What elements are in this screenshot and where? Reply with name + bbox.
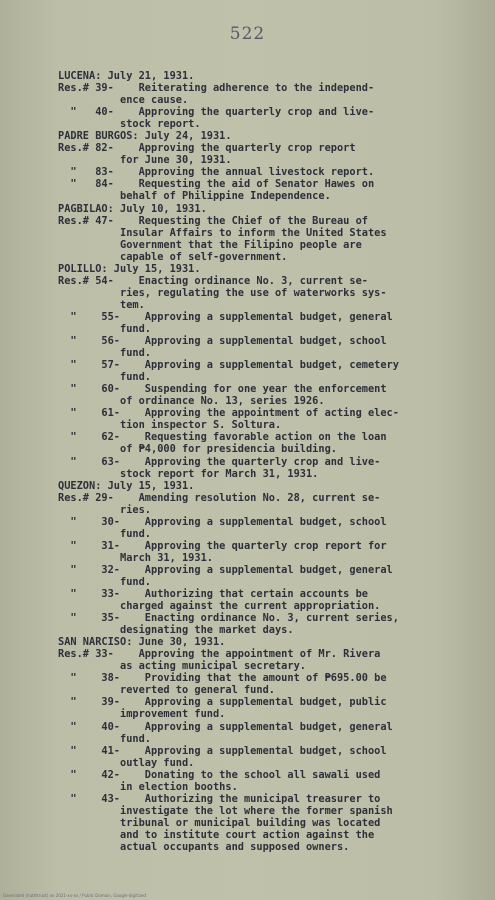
- text-line: " 55- Approving a supplemental budget, general: [58, 310, 393, 323]
- text-line: LUCENA: July 21, 1931.: [58, 70, 195, 82]
- text-line: Government that the Filipino people are: [58, 238, 362, 251]
- text-line: PADRE BURGOS: July 24, 1931.: [58, 130, 232, 143]
- text-line: ries.: [58, 503, 151, 516]
- text-line: tribunal or municipal building was located: [58, 816, 381, 829]
- text-line: reverted to general fund.: [58, 684, 275, 697]
- text-line: Res.# 29- Amending resolution No. 28, current se-: [58, 491, 381, 504]
- text-line: fund.: [58, 322, 151, 335]
- text-line: Res.# 82- Approving the quarterly crop report: [58, 142, 356, 155]
- text-line: " 57- Approving a supplemental budget, cemetery: [58, 359, 399, 372]
- text-line: " 30- Approving a supplemental budget, school: [58, 515, 387, 528]
- text-line: for June 30, 1931.: [58, 154, 232, 167]
- resolutions-list: [58, 70, 488, 853]
- text-line: " 43- Authorizing the municipal treasurer to: [58, 792, 381, 805]
- text-line: fund.: [58, 527, 151, 540]
- text-line: " 41- Approving a supplemental budget, school: [58, 744, 387, 757]
- text-line: fund.: [58, 575, 151, 588]
- text-line: PAGBILAO: July 10, 1931.: [58, 202, 207, 215]
- text-line: in election booths.: [58, 780, 238, 793]
- text-line: Insular Affairs to inform the United States: [58, 226, 387, 239]
- text-line: and to institute court action against the: [58, 828, 375, 841]
- text-line: QUEZON: July 15, 1931.: [58, 479, 195, 492]
- text-line: of ordinance No. 13, series 1926.: [58, 395, 325, 408]
- text-line: " 32- Approving a supplemental budget, general: [58, 563, 393, 576]
- text-line: tem.: [58, 298, 145, 311]
- text-line: Res.# 54- Enacting ordinance No. 3, current se-: [58, 274, 368, 287]
- text-line: " 56- Approving a supplemental budget, school: [58, 335, 387, 348]
- text-line: Res.# 39- Reiterating adherence to the independ-: [58, 82, 375, 95]
- text-line: fund.: [58, 347, 151, 360]
- text-line: " 61- Approving the appointment of acting elec-: [58, 407, 399, 420]
- text-line: ries, regulating the use of waterworks sys-: [58, 286, 387, 299]
- text-line: " 31- Approving the quarterly crop report for: [58, 539, 387, 552]
- text-line: " 62- Requesting favorable action on the loan: [58, 431, 387, 444]
- text-line: " 39- Approving a supplemental budget, public: [58, 696, 387, 709]
- text-line: SAN NARCISO: June 30, 1931.: [58, 636, 226, 649]
- text-line: " 38- Providing that the amount of ₱695.00 be: [58, 672, 387, 685]
- text-line: fund.: [58, 371, 151, 384]
- text-line: Res.# 33- Approving the appointment of Mr. Rivera: [58, 648, 381, 661]
- footer-note: Generated (hathitrust) on 2021-xx-xx / Public Domain, Google-digitized: [3, 893, 146, 898]
- text-line: ence cause.: [58, 94, 189, 107]
- text-line: tion inspector S. Soltura.: [58, 419, 282, 432]
- text-line: March 31, 1931.: [58, 551, 213, 564]
- text-line: stock report for March 31, 1931.: [58, 467, 319, 480]
- text-line: designating the market days.: [58, 624, 294, 637]
- text-line: charged against the current appropriation.: [58, 600, 381, 613]
- text-line: Res.# 47- Requesting the Chief of the Bureau of: [58, 214, 368, 227]
- text-line: of ₱4,000 for presidencia building.: [58, 443, 337, 456]
- text-line: as acting municipal secretary.: [58, 660, 306, 673]
- text-line: behalf of Philippine Independence.: [58, 190, 331, 203]
- text-line: outlay fund.: [58, 756, 195, 769]
- text-line: capable of self-government.: [58, 250, 288, 263]
- text-line: POLILLO: July 15, 1931.: [58, 262, 201, 275]
- text-line: " 84- Requesting the aid of Senator Hawes on: [58, 178, 375, 191]
- text-line: " 60- Suspending for one year the enforcement: [58, 383, 387, 396]
- text-line: improvement fund.: [58, 708, 226, 721]
- text-line: " 42- Donating to the school all sawali used: [58, 768, 381, 781]
- text-line: " 40- Approving a supplemental budget, general: [58, 720, 393, 733]
- text-line: stock report.: [58, 118, 201, 131]
- text-line: " 63- Approving the quarterly crop and live-: [58, 455, 381, 468]
- page-number: 522: [229, 24, 266, 44]
- text-line: fund.: [58, 732, 151, 745]
- text-line: actual occupants and supposed owners.: [58, 841, 350, 853]
- text-line: " 35- Enacting ordinance No. 3, current series,: [58, 612, 399, 625]
- text-line: " 33- Authorizing that certain accounts be: [58, 588, 368, 601]
- text-line: " 83- Approving the annual livestock report.: [58, 166, 375, 179]
- text-line: investigate the lot where the former spanish: [58, 804, 393, 817]
- text-line: " 40- Approving the quarterly crop and live-: [58, 106, 375, 119]
